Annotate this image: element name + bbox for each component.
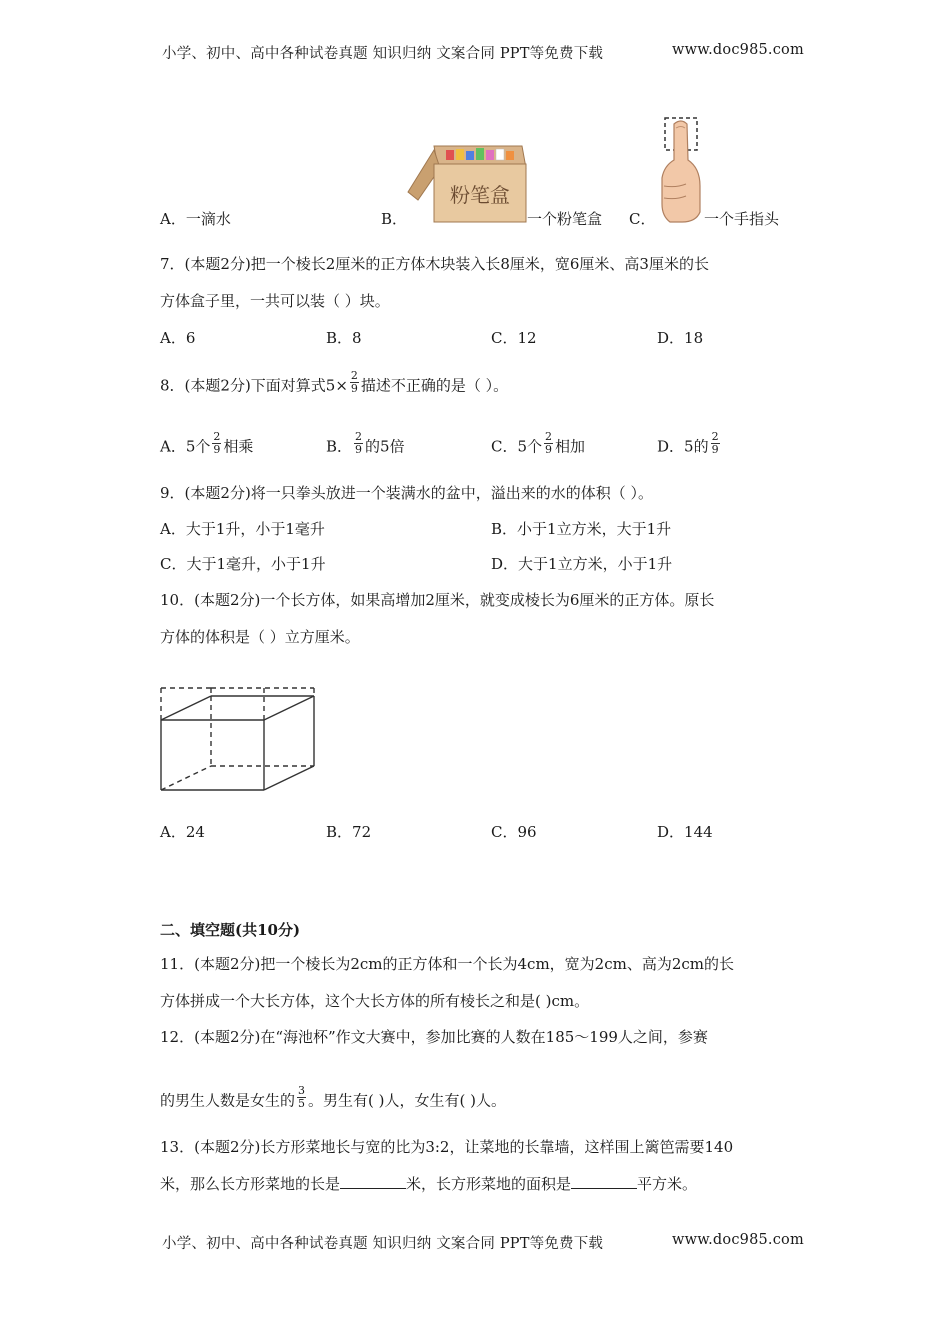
answer-blank-area[interactable] (571, 1174, 637, 1189)
q11-line2: 方体拼成一个大长方体，这个大长方体的所有棱长之和是( )cm。 (160, 992, 590, 1010)
q6-option-a: A．一滴水 (160, 210, 231, 228)
q6-option-b-text: 一个粉笔盒 (527, 210, 603, 228)
q13-line1: 13．(本题2分)长方形菜地长与宽的比为3:2，让菜地的长靠墙，这样围上篱笆需要140 (160, 1138, 734, 1156)
chalk-sticks (446, 148, 514, 160)
q13-line2: 米，那么长方形菜地的长是 米，长方形菜地的面积是 平方米。 (160, 1175, 698, 1193)
q8-option-c: C．5个 $\frac{2}{9}$ 相加 (491, 430, 586, 456)
q6-option-b-label: B． (381, 210, 408, 228)
q9-option-d: D．大于1立方米，小于1升 (491, 555, 673, 573)
q6-option-c-text: 一个手指头 (704, 210, 780, 228)
chalk-box-label: 粉笔盒 (450, 183, 510, 207)
thumb-image (656, 116, 704, 226)
q12-line2: 的男生人数是女生的 $\frac{3}{5}$ 。男生有( )人，女生有( )人。 (160, 1084, 506, 1110)
q8-option-b: B． $\frac{2}{9}$ 的5倍 (326, 430, 405, 456)
q10-option-a: A．24 (160, 823, 205, 841)
q11-line1: 11．(本题2分)把一个棱长为2cm的正方体和一个长为4cm，宽为2cm、高为2cm的长 (160, 955, 735, 973)
fraction-3-5: $\frac{3}{5}$ (298, 1084, 306, 1110)
q8-option-d: D．5的 $\frac{2}{9}$ (657, 430, 719, 456)
section-title: 二、填空题(共10分) (160, 921, 301, 939)
q10-option-d: D．144 (657, 823, 713, 841)
q10-option-c: C．96 (491, 823, 537, 841)
answer-blank-length[interactable] (340, 1174, 406, 1189)
q7-line2: 方体盒子里，一共可以装（ ）块。 (160, 292, 390, 310)
q7-option-a: A．6 (160, 329, 196, 347)
q9-option-a: A．大于1升，小于1毫升 (160, 520, 325, 538)
q8-stem: 8．(本题2分)下面对算式5× $\frac{2}{9}$ 描述不正确的是（ ）。 (160, 369, 509, 395)
q6-option-c-label: C． (629, 210, 656, 228)
q7-option-c: C．12 (491, 329, 537, 347)
header-url: www.doc985.com (672, 42, 804, 58)
q8-option-a: A．5个 $\frac{2}{9}$ 相乘 (160, 430, 254, 456)
chalk-box-image (404, 140, 528, 228)
footer-text: 小学、初中、高中各种试卷真题 知识归纳 文案合同 PPT等免费下载 (162, 1236, 604, 1252)
q12-line1: 12．(本题2分)在“海池杯”作文大赛中，参加比赛的人数在185～199人之间，参赛 (160, 1028, 708, 1046)
q9-option-b: B．小于1立方米，大于1升 (491, 520, 672, 538)
q10-line1: 10．(本题2分)一个长方体，如果高增加2厘米，就变成棱长为6厘米的正方体。原长 (160, 591, 715, 609)
q10-line2: 方体的体积是（ ）立方厘米。 (160, 628, 360, 646)
q9-stem: 9．(本题2分)将一只拳头放进一个装满水的盆中，溢出来的水的体积（ ）。 (160, 484, 654, 502)
q7-option-d: D．18 (657, 329, 704, 347)
q7-line1: 7．(本题2分)把一个棱长2厘米的正方体木块装入长8厘米，宽6厘米、高3厘米的长 (160, 255, 709, 273)
q10-option-b: B．72 (326, 823, 372, 841)
header-text: 小学、初中、高中各种试卷真题 知识归纳 文案合同 PPT等免费下载 (162, 46, 604, 62)
fraction-2-9: $\frac{2}{9}$ (350, 369, 358, 395)
cuboid-diagram (156, 664, 320, 794)
q7-option-b: B．8 (326, 329, 362, 347)
footer-url: www.doc985.com (672, 1232, 804, 1248)
q9-option-c: C．大于1毫升，小于1升 (160, 555, 326, 573)
